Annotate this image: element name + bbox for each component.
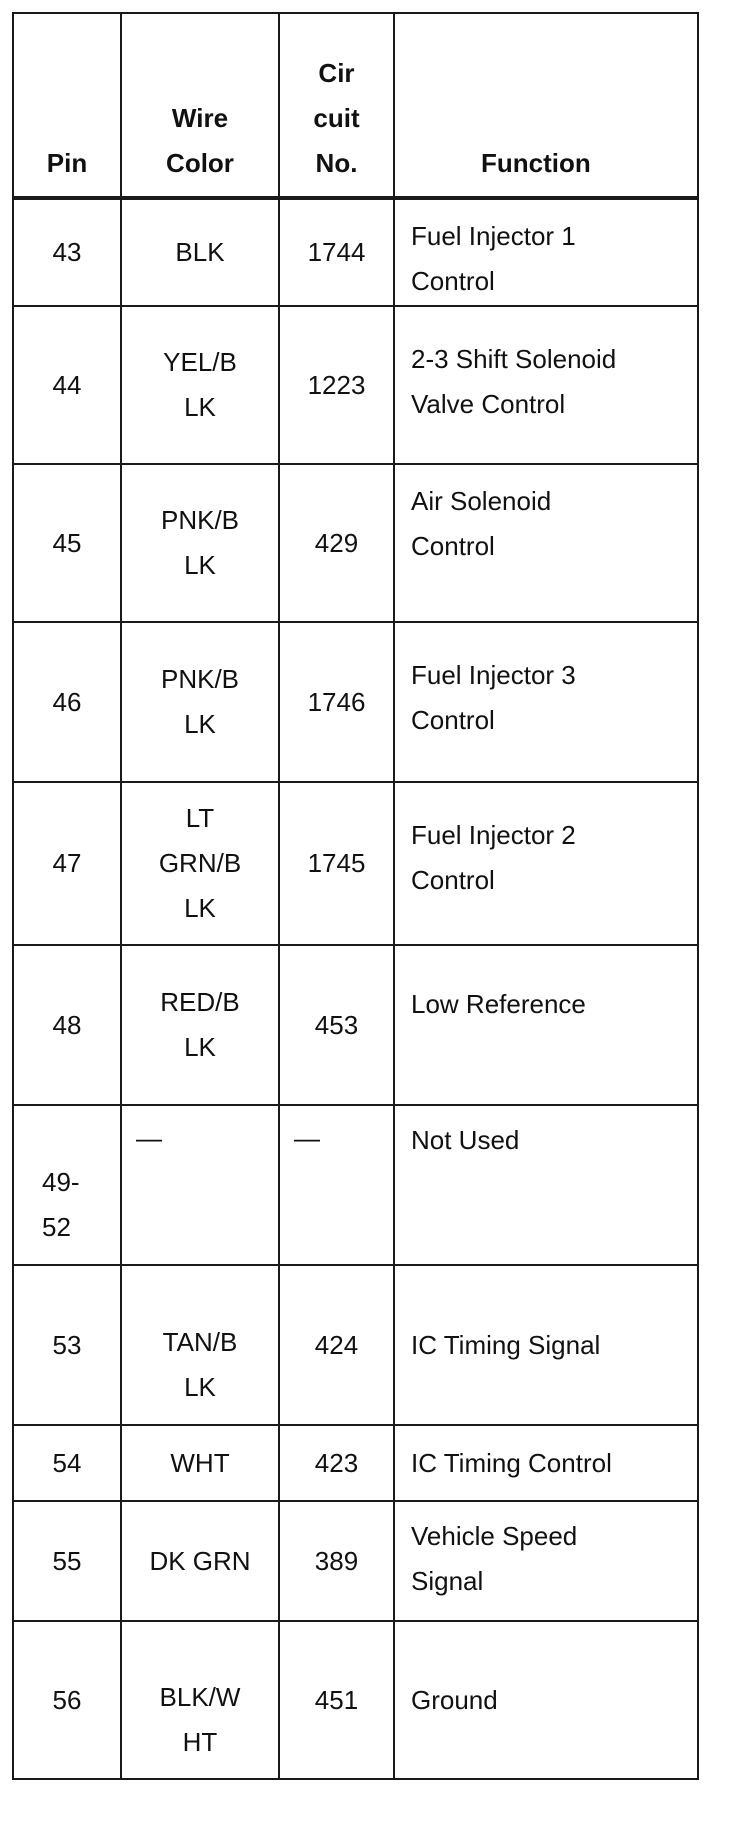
header-wire-color: Wire Color [121, 13, 279, 198]
cell-wire-color: TAN/B LK [121, 1265, 279, 1425]
header-function: Function [394, 13, 698, 198]
cell-function: Vehicle Speed Signal [394, 1501, 698, 1621]
cell-function: 2-3 Shift Solenoid Valve Control [394, 306, 698, 464]
cell-pin: 48 [13, 945, 121, 1105]
table-body [13, 198, 698, 1779]
cell-wire-color: BLK [121, 198, 279, 306]
cell-function: IC Timing Control [394, 1425, 698, 1501]
cell-function: Low Reference [394, 945, 698, 1105]
cell-function: Not Used [394, 1105, 698, 1265]
cell-pin: 55 [13, 1501, 121, 1621]
cell-function: Ground [394, 1621, 698, 1779]
table-row [13, 1105, 698, 1265]
cell-pin: 46 [13, 622, 121, 782]
table-row [13, 306, 698, 464]
cell-pin: 43 [13, 198, 121, 306]
cell-wire-color: YEL/B LK [121, 306, 279, 464]
cell-pin: 53 [13, 1265, 121, 1425]
table-row [13, 1621, 698, 1779]
cell-function: Fuel Injector 3 Control [394, 622, 698, 782]
header-circuit-no: Cir cuit No. [279, 13, 394, 198]
cell-wire-color: LT GRN/B LK [121, 782, 279, 945]
cell-wire-color: WHT [121, 1425, 279, 1501]
cell-circuit-no: 423 [279, 1425, 394, 1501]
cell-pin: 47 [13, 782, 121, 945]
header-pin: Pin [13, 13, 121, 198]
cell-circuit-no: — [279, 1105, 394, 1265]
connector-pinout-table [12, 12, 699, 1780]
cell-wire-color: PNK/B LK [121, 464, 279, 622]
table-row [13, 782, 698, 945]
table-row [13, 1425, 698, 1501]
cell-wire-color: BLK/W HT [121, 1621, 279, 1779]
table-row [13, 198, 698, 306]
table-header [13, 13, 698, 198]
header-row [13, 13, 698, 198]
cell-function: Fuel Injector 1 Control [394, 198, 698, 306]
cell-pin: 49- 52 [13, 1105, 121, 1265]
cell-circuit-no: 453 [279, 945, 394, 1105]
cell-function: IC Timing Signal [394, 1265, 698, 1425]
cell-function: Air Solenoid Control [394, 464, 698, 622]
cell-wire-color: — [121, 1105, 279, 1265]
cell-wire-color: RED/B LK [121, 945, 279, 1105]
table-row [13, 1501, 698, 1621]
cell-circuit-no: 424 [279, 1265, 394, 1425]
cell-circuit-no: 1223 [279, 306, 394, 464]
cell-pin: 44 [13, 306, 121, 464]
cell-circuit-no: 1746 [279, 622, 394, 782]
table-row [13, 1265, 698, 1425]
cell-circuit-no: 389 [279, 1501, 394, 1621]
cell-pin: 45 [13, 464, 121, 622]
table-row [13, 945, 698, 1105]
connector-pinout-table-container [12, 12, 697, 1780]
cell-pin: 54 [13, 1425, 121, 1501]
cell-function: Fuel Injector 2 Control [394, 782, 698, 945]
table-row [13, 622, 698, 782]
cell-pin: 56 [13, 1621, 121, 1779]
cell-circuit-no: 1745 [279, 782, 394, 945]
cell-circuit-no: 1744 [279, 198, 394, 306]
cell-wire-color: PNK/B LK [121, 622, 279, 782]
cell-wire-color: DK GRN [121, 1501, 279, 1621]
cell-circuit-no: 451 [279, 1621, 394, 1779]
cell-circuit-no: 429 [279, 464, 394, 622]
table-row [13, 464, 698, 622]
